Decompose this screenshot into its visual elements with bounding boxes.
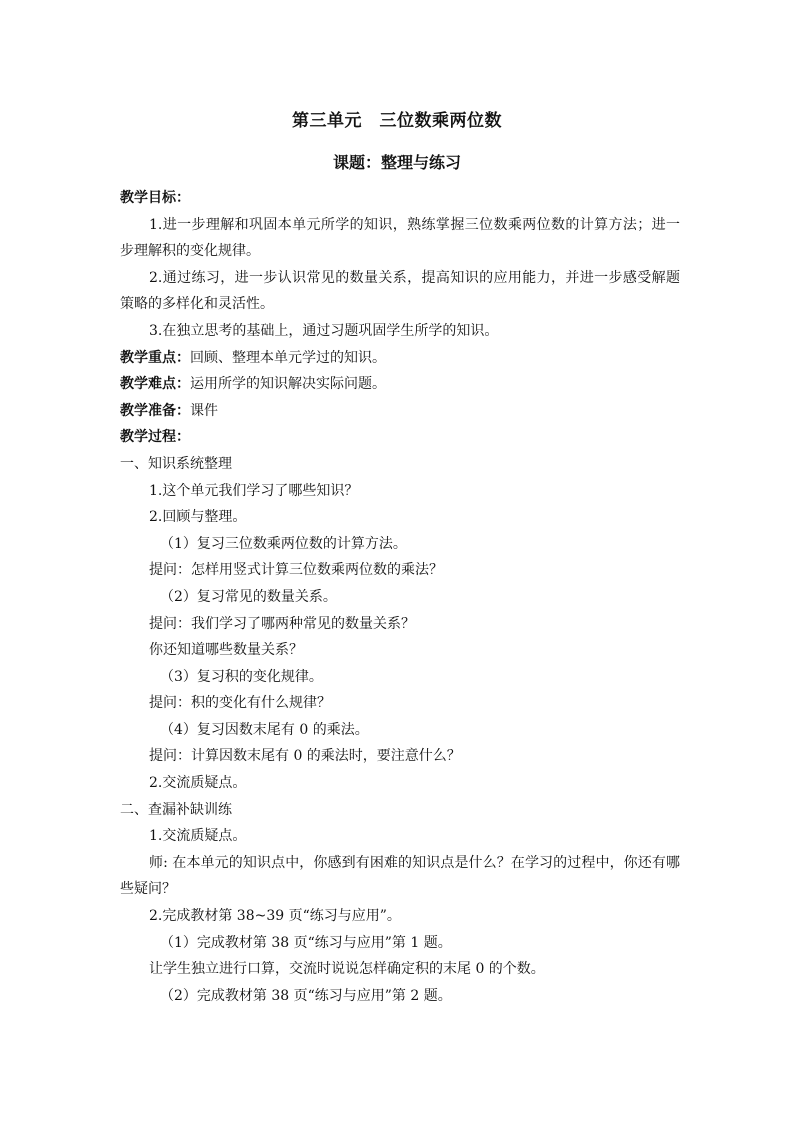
section1-line: 你还知道哪些数量关系？ xyxy=(149,642,303,659)
section2-line-3: （1）完成教材第 38 页“练习与应用”第 1 题。 xyxy=(160,934,452,951)
lesson-subtitle: 课题：整理与练习 xyxy=(332,153,461,172)
section1-line: 提问：我们学习了哪两种常见的数量关系？ xyxy=(149,615,415,632)
difficulties-text: 运用所学的知识解决实际问题。 xyxy=(190,376,386,393)
section1-line: 2.回顾与整理。 xyxy=(149,509,247,526)
section1-line: （3）复习积的变化规律。 xyxy=(160,668,323,685)
difficulties-label: 教学难点： xyxy=(120,376,190,393)
section1-line: 提问：计算因数末尾有 0 的乘法时，要注意什么？ xyxy=(149,748,461,765)
section2-line-1: 1.交流质疑点。 xyxy=(149,828,247,845)
section1-line: 2.交流质疑点。 xyxy=(149,775,247,792)
goals-label: 教学目标： xyxy=(120,190,190,206)
difficulties-row xyxy=(120,371,680,398)
section2-line-2: 2.完成教材第 38~39 页“练习与应用”。 xyxy=(149,908,401,925)
section2-line-5: （2）完成教材第 38 页“练习与应用”第 2 题。 xyxy=(160,987,452,1004)
document-body xyxy=(120,185,680,1009)
section2-teacher-question: 师: 在本单元的知识点中，你感到有困难的知识点是什么？在学习的过程中，你还有哪些疑问？ xyxy=(120,854,680,898)
goal-item-3: 3.在独立思考的基础上，通过习题巩固学生所学的知识。 xyxy=(149,322,499,339)
preparation-label: 教学准备： xyxy=(120,402,190,419)
preparation-text: 课件 xyxy=(190,402,218,419)
section1-line: 1.这个单元我们学习了哪些知识？ xyxy=(149,482,359,499)
document-title: 第三单元 三位数乘两位数 xyxy=(292,111,502,131)
section1-line: 提问：积的变化有什么规律？ xyxy=(149,695,331,712)
section2-line-4: 让学生独立进行口算，交流时说说怎样确定积的末尾 0 的个数。 xyxy=(149,961,545,978)
process-label: 教学过程： xyxy=(120,429,190,446)
key-points-text: 回顾、整理本单元学过的知识。 xyxy=(190,349,386,366)
key-points-row xyxy=(120,345,680,372)
key-points-label: 教学重点： xyxy=(120,349,190,366)
section1-line: （2）复习常见的数量关系。 xyxy=(160,588,337,605)
section1-line: （4）复习因数末尾有 0 的乘法。 xyxy=(160,721,369,738)
section1-line: （1）复习三位数乘两位数的计算方法。 xyxy=(160,535,407,552)
section1-heading: 一、知识系统整理 xyxy=(120,455,232,472)
section1-line: 提问：怎样用竖式计算三位数乘两位数的乘法？ xyxy=(149,562,443,579)
preparation-row xyxy=(120,398,680,425)
goal-item-2: 2.通过练习，进一步认识常见的数量关系，提高知识的应用能力，并进一步感受解题策略的多样化和灵活性。 xyxy=(120,269,680,313)
goal-item-1: 1.进一步理解和巩固本单元所学的知识，熟练掌握三位数乘两位数的计算方法；进一步理解积的变化规律。 xyxy=(120,216,680,260)
section2-heading: 二、查漏补缺训练 xyxy=(120,801,232,818)
